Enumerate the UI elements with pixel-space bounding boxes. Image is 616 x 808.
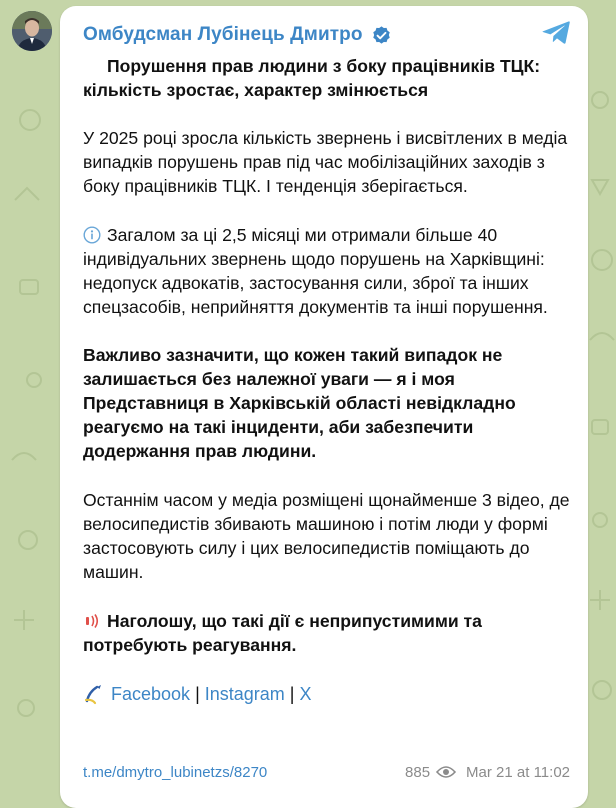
message-footer: [83, 760, 570, 784]
paragraph-5-text: Наголошу, що такі дії є неприпустимими та потребують реагування.: [83, 611, 482, 655]
loudspeaker-icon: [83, 612, 101, 630]
message-header: [83, 20, 576, 50]
paragraph-3: Важливо зазначити, що кожен такий випадок не залишається без належної уваги — я і моя Представниця в Харківській області невідкладно реагуємо на такі інциденти, аби забезпечити додержання прав людини.: [83, 345, 516, 461]
eye-icon: [436, 765, 456, 779]
ombudsman-logo-icon: [83, 683, 105, 705]
telegram-logo-icon[interactable]: [541, 20, 571, 46]
link-separator: |: [195, 684, 200, 704]
paragraph-4: Останнім часом у медіа розміщені щонайменше 3 відео, де велосипедистів збивають машиною і потім люди у формі застосовують силу і цих велосипедистів поміщають до машин.: [83, 490, 570, 582]
post-permalink[interactable]: t.me/dmytro_lubinetzs/8270: [83, 763, 268, 781]
channel-avatar[interactable]: [12, 11, 52, 51]
facebook-link[interactable]: Facebook: [111, 684, 191, 704]
paragraph-2: [83, 223, 585, 319]
channel-name[interactable]: Омбудсман Лубінець Дмитро: [83, 24, 363, 45]
message-body: [83, 54, 585, 706]
post-title: Порушення прав людини з боку працівників ТЦК: кількість зростає, характер змінюється: [83, 56, 541, 100]
info-icon: [83, 226, 101, 244]
verified-badge-icon: [371, 25, 392, 46]
paragraph-1: У 2025 році зросла кількість звернень і висвітлених в медіа випадків порушень прав під час мобілізаційних заходів з боку працівників ТЦК. І тенденція зберігається.: [83, 128, 568, 196]
paragraph-2-text: Загалом за ці 2,5 місяці ми отримали більше 40 індивідуальних звернень щодо порушень на Харківщині: недопуск адвокатів, застосування сили, зброї та інших спецзасобів, неприйняття документів та інші порушення.: [83, 225, 548, 317]
link-separator: |: [289, 684, 295, 704]
message-timestamp: Mar 21 at 11:02: [466, 763, 570, 781]
social-links: [83, 682, 585, 706]
x-link[interactable]: X: [299, 684, 312, 704]
message-meta: [405, 764, 570, 781]
view-count: 885: [405, 763, 431, 781]
paragraph-5: [83, 609, 585, 657]
avatar-photo-icon: [12, 11, 52, 51]
instagram-link[interactable]: Instagram: [204, 684, 285, 704]
